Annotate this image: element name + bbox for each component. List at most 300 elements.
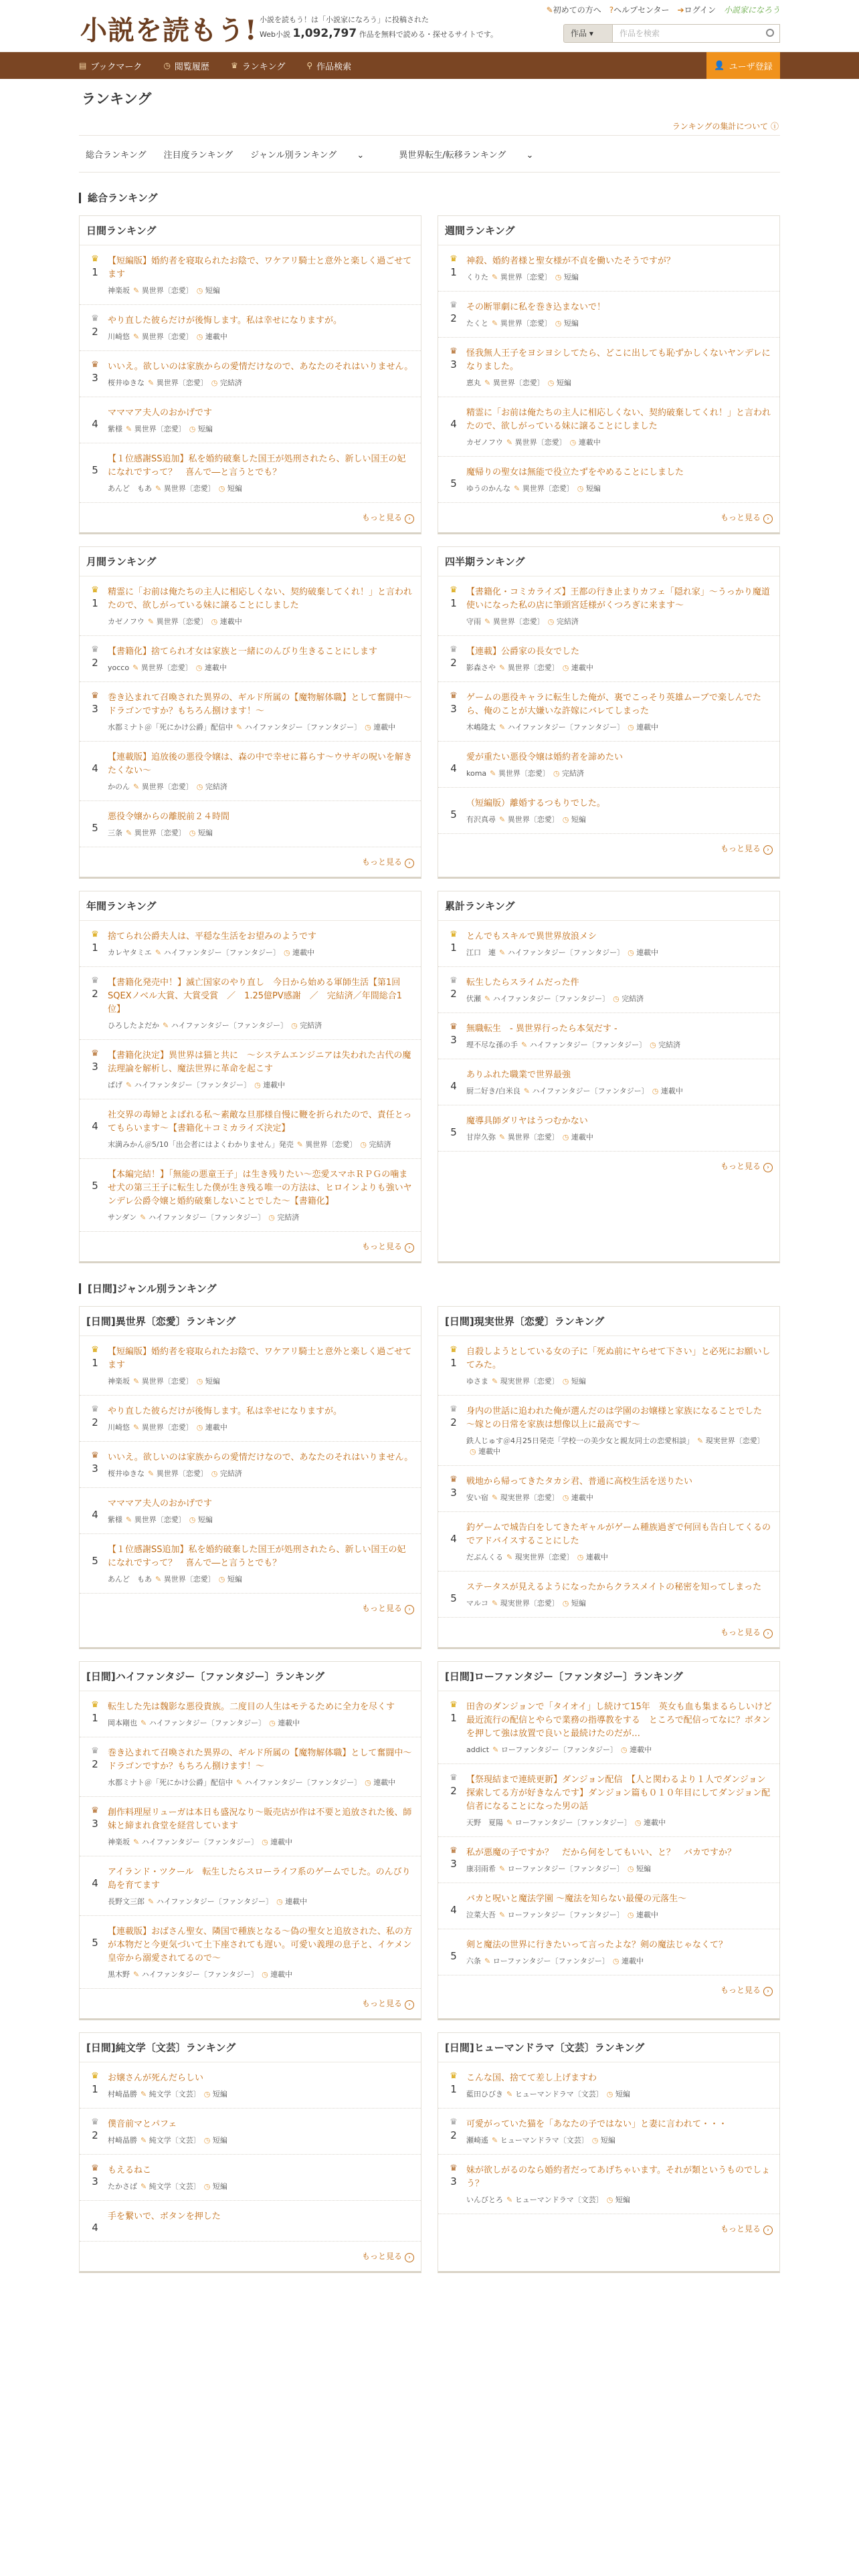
author-name[interactable]: 影森さや (466, 663, 496, 672)
novel-title-link[interactable]: 【１位感謝SS追加】私を婚約破棄した国王が処刑されたら、新しい国王の妃になれですって？ 喜んで―と言うとでも？ (108, 1545, 406, 1568)
more-link[interactable]: もっと見る › (80, 2242, 421, 2271)
author-name[interactable]: カゼノフウ (466, 438, 503, 447)
novel-title-link[interactable]: こんな国、捨てて差し上げますわ (466, 2073, 597, 2083)
nav-ranking[interactable]: ♛ ランキング (230, 61, 286, 72)
rank-number: 4 (92, 2222, 98, 2234)
status-label: 短編 (212, 2182, 227, 2191)
author-name[interactable]: 長野文三郎 (108, 1897, 145, 1906)
status-label: 短編 (205, 1377, 220, 1386)
status-label: 連載中 (636, 1911, 658, 1919)
rank-badge (445, 930, 462, 958)
login-link[interactable]: ➔ログイン (677, 5, 716, 15)
status-icon: ◷ (650, 1041, 656, 1049)
author-name[interactable]: 桜井ゆきな (108, 379, 145, 387)
novel-title-link[interactable]: 【連載版】おばさん聖女、隣国で種族となる～偽の聖女と追放された、私の方が本物だと今更気づいて土下座されても遅い。可愛い義理の息子と、イケメン皇帝から溺愛されてるので～ (108, 1927, 413, 1963)
status-icon: ◷ (627, 1864, 634, 1873)
login-icon: ➔ (677, 5, 684, 15)
rank-badge (445, 1115, 462, 1143)
author-name[interactable]: ひろしたよだか (108, 1021, 159, 1030)
author-name[interactable]: 水都ミナト＠「死にかけ公爵」配信中 (108, 1778, 233, 1787)
author-name[interactable]: 末満みかん＠5/10「出会者にはよくわかりません」発売 (108, 1140, 294, 1149)
novel-meta (466, 1493, 773, 1503)
novel-title-link[interactable]: 手を繋いで、ボタンを押した (108, 2212, 221, 2222)
novel-title-link[interactable]: 巻き込まれて召喚された異界の、ギルド所属の【魔物解体職】として奮闘中～ドラゴンですか？もちろん捌けます！～ (108, 1748, 412, 1772)
author-name[interactable]: 岡本剛也 (108, 1719, 137, 1727)
rank-number: 5 (450, 1592, 457, 1604)
work-count: 1,092,797 (292, 27, 357, 40)
rank-badge (86, 811, 104, 839)
status-label: 完結済 (205, 782, 227, 791)
rank-number: 3 (450, 1487, 457, 1499)
author-name[interactable]: 鉄人じゅす＠4月25日発売「学校一の美少女と親友同士の恋愛相談」 (466, 1436, 694, 1445)
author-name[interactable]: 厨二好き/白米良 (466, 1087, 520, 1095)
genre-label: 異世界〔恋愛〕 (141, 286, 193, 295)
more-link[interactable]: もっと見る › (80, 1232, 421, 1261)
author-name[interactable]: 神楽坂 (108, 1377, 130, 1386)
list-item (438, 967, 779, 1013)
crown-icon: ♛ (450, 1345, 458, 1355)
more-link[interactable]: もっと見る › (80, 1989, 421, 2018)
novel-title-link[interactable]: アイランド・ツクール 転生したらスローライフ系のゲームでした。のんびり島を育てます (108, 1867, 411, 1891)
crown-icon: ♛ (91, 1746, 99, 1756)
rank-number: 4 (450, 762, 457, 774)
status-icon: ◷ (196, 286, 203, 295)
status-icon: ◷ (547, 379, 555, 387)
status-icon: ◷ (634, 1818, 642, 1827)
genre-label: 異世界〔恋愛〕 (492, 617, 545, 626)
novel-title-link[interactable]: とんでもスキルで異世界放浪メシ (466, 932, 597, 942)
rank-number: 3 (450, 1858, 457, 1870)
status-label: 完結済 (219, 1469, 242, 1478)
novel-meta (108, 1376, 414, 1387)
site-logo[interactable]: 小説を読もう! (80, 15, 258, 46)
list-item (438, 1396, 779, 1466)
status-icon: ◷ (547, 617, 555, 626)
author-name[interactable]: 藍田ひびき (466, 2090, 503, 2099)
novel-meta (108, 2181, 414, 2192)
status-label: 連載中 (571, 1493, 593, 1502)
crown-icon: ♛ (91, 2117, 99, 2127)
search-input[interactable]: 作品を検索 (613, 24, 780, 43)
search-type-select[interactable]: 作品 ▾ (563, 24, 613, 43)
genre-icon: ✎ (155, 484, 162, 493)
novel-meta (466, 2089, 773, 2100)
bookmark-icon: ▤ (79, 61, 87, 70)
novel-title-link[interactable]: マママア夫人のおかげです (108, 408, 213, 418)
search-icon[interactable] (766, 29, 774, 37)
author-name[interactable]: 恵丸 (466, 379, 481, 387)
rank-number: 1 (92, 597, 98, 609)
genre-icon: ✎ (140, 2090, 147, 2099)
more-link[interactable]: もっと見る › (438, 1152, 779, 1181)
rank-number: 3 (92, 1818, 98, 1830)
author-name[interactable]: 川崎悠 (108, 1423, 130, 1432)
narou-logo[interactable]: 小説家になろう (723, 5, 780, 15)
novel-title-link[interactable]: ゲームの悪役キャラに転生した俺が、裏でこっそり英雄ムーブで楽しんでたら、俺のことが大嫌いな許嫁にバレてしまった (466, 693, 761, 716)
more-link[interactable]: もっと見る › (80, 1594, 421, 1623)
novel-title-link[interactable]: 魔帰りの聖女は無能で役立たずをやめることにしました (466, 467, 684, 477)
novel-title-link[interactable]: 転生した先は魏影な悪役貴族。二度目の人生はモテるために全力を尽くす (108, 1702, 395, 1712)
author-name[interactable]: addict (466, 1745, 490, 1754)
rank-number: 4 (450, 1904, 457, 1916)
novel-title-link[interactable]: 社交界の毒婦とよばれる私～素敵な旦那様自慢に鞭を折られたので、責任とってもらいます～【書籍化＋コミカライズ決定】 (108, 1110, 412, 1134)
novel-title-link[interactable]: 【本編完結！】「無能の悪童王子」は生き残りたい～恋愛スマホＲＰＧの噛ませ犬の第三王子に転生した僕が生き残る唯一の方法は、ヒロインよりも強いヤンデレ公爵令嬢と婚約破棄しないことでした～【書籍化】 (108, 1170, 412, 1206)
novel-title-link[interactable]: 捨てられ公爵夫人は、平穏な生活をお望みのようです (108, 932, 317, 942)
author-name[interactable]: マルコ (466, 1599, 488, 1608)
ranking-card (79, 1306, 421, 1649)
chevron-right-icon: › (405, 1243, 414, 1253)
novel-meta (108, 782, 414, 792)
status-label: 連載中 (478, 1447, 501, 1456)
status-label: 連載中 (205, 332, 227, 341)
author-name[interactable]: 有沢真尋 (466, 815, 496, 824)
author-name[interactable]: 神楽坂 (108, 286, 130, 295)
genre-icon: ✎ (155, 1575, 162, 1584)
more-link[interactable]: もっと見る › (438, 1975, 779, 2005)
author-name[interactable]: 康羽雨希 (466, 1864, 496, 1873)
author-name[interactable]: 安い宿 (466, 1493, 488, 1502)
genre-label: 異世界〔恋愛〕 (141, 1423, 193, 1432)
author-name[interactable]: だぶんくる (466, 1553, 503, 1562)
list-item (80, 682, 421, 742)
genre-icon: ✎ (492, 2136, 498, 2145)
ranking-card (79, 215, 421, 534)
crown-icon: ♛ (450, 976, 458, 986)
novel-title-link[interactable]: お嬢さんが死んだらしい (108, 2073, 204, 2083)
rank-number: 3 (450, 358, 457, 370)
genre-label: 純文学〔文芸〕 (149, 2090, 201, 2099)
genre-label: ハイファンタジー〔ファンタジー〕 (148, 1213, 266, 1222)
novel-title-link[interactable]: いいえ。欲しいのは家族からの愛情だけなので、あなたのそれはいりません。 (108, 362, 413, 372)
genre-icon: ✎ (499, 1911, 506, 1919)
ranking-row (79, 1661, 780, 2020)
author-name[interactable]: 甘岸久弥 (466, 1133, 496, 1142)
status-label: 連載中 (292, 948, 315, 957)
rank-number: 5 (92, 1180, 98, 1192)
novel-meta (466, 768, 773, 779)
novel-title-link[interactable]: 妹が欲しがるのなら婚約者だってあげちゃいます。それが類というものでしょう？ (466, 2165, 770, 2189)
status-icon: ◷ (211, 617, 218, 626)
novel-meta (108, 1212, 414, 1223)
novel-title-link[interactable]: やり直した彼らだけが後悔します。私は幸せになりますが。 (108, 316, 342, 326)
author-name[interactable]: 神楽坂 (108, 1838, 130, 1846)
aggregation-link[interactable]: ランキングの集計について ⓘ (672, 122, 779, 131)
novel-title-link[interactable]: 【連載版】追放後の悪役令嬢は、森の中で幸せに暮らす～ウサギの呪いを解きたくない～ (108, 752, 413, 776)
novel-title-link[interactable]: 精霊に「お前は俺たちの主人に相応しくない、契約破棄してくれ！」と言われたので、欲しがっている妹に譲ることにしました (466, 408, 771, 431)
author-name[interactable]: かのん (108, 782, 130, 791)
rank-number: 2 (92, 657, 98, 669)
novel-title-link[interactable]: 【短編版】婚約者を寝取られたお陰で、ワケアリ騎士と意外と楽しく過ごせてます (108, 1347, 412, 1370)
author-name[interactable]: ぱげ (108, 1081, 122, 1089)
author-name[interactable]: 紫様 (108, 425, 122, 433)
novel-title-link[interactable]: 戦地から帰ってきたタカシ君、普通に高校生活を送りたい (466, 1477, 693, 1487)
list-item (80, 305, 421, 351)
tab-overall[interactable]: 総合ランキング (86, 150, 147, 160)
novel-title-link[interactable]: 【１位感謝SS追加】私を婚約破棄した国王が処刑されたら、新しい国王の妃になれですって？ 喜んで―と言うとでも？ (108, 454, 406, 477)
rank-badge (445, 1846, 462, 1874)
rank-number: 1 (450, 1357, 457, 1369)
rank-number: 5 (450, 477, 457, 490)
author-name[interactable]: 伏瀬 (466, 994, 481, 1003)
genre-label: 異世界〔恋愛〕 (134, 829, 186, 837)
tab-genre[interactable]: ジャンル別ランキング ⌄ (250, 150, 365, 160)
rank-badge (86, 586, 104, 627)
list-item (80, 801, 421, 847)
ranking-card-title: 累計ランキング (438, 891, 779, 921)
author-name[interactable]: 村崎晶勝 (108, 2136, 137, 2145)
novel-title-link[interactable]: 【書籍化発売中！】滅亡国家のやり直し 今日から始める軍師生活【第1回SQEXノベル大賞、大賞受賞 ／ 1.25億PV感謝 ／ 完結済／年間総合1位】 (108, 978, 403, 1014)
novel-title-link[interactable]: 転生したらスライムだった件 (466, 978, 579, 988)
status-icon: ◷ (470, 1447, 476, 1456)
ranking-card (79, 2032, 421, 2273)
nav-search[interactable]: ⚲ 作品検索 (306, 61, 352, 72)
genre-icon: ✎ (133, 1838, 140, 1846)
novel-title-link[interactable]: その断罪劇に私を巻き込まないで！ (466, 302, 606, 312)
author-name[interactable]: 江口 連 (466, 948, 496, 957)
author-name[interactable]: たくと (466, 319, 488, 328)
nav-bookmark[interactable]: ▤ ブックマーク (79, 61, 142, 72)
author-name[interactable]: koma (466, 769, 487, 778)
author-name[interactable]: ゆうのかんな (466, 484, 510, 493)
genre-icon: ✎ (506, 1553, 513, 1562)
rank-badge (445, 691, 462, 733)
tab-isekai[interactable]: 異世界転生/転移ランキング ⌄ (399, 150, 534, 160)
rank-number: 1 (92, 2083, 98, 2095)
status-icon: ◷ (276, 1897, 283, 1906)
novel-title-link[interactable]: 【連載】公爵家の長女でした (466, 647, 580, 657)
novel-title-link[interactable]: 悪役令嬢からの離脱前２４時間 (108, 812, 230, 822)
rank-badge (86, 1866, 104, 1907)
ranking-tabs (79, 135, 780, 173)
genre-label: 異世界〔恋愛〕 (141, 1377, 193, 1386)
rank-badge (86, 255, 104, 296)
rank-badge (86, 2118, 104, 2146)
rank-badge (86, 751, 104, 792)
novel-title-link[interactable]: 魔導具師ダリヤはうつむかない (466, 1116, 588, 1126)
tab-attention[interactable]: 注目度ランキング (163, 150, 233, 160)
author-name[interactable]: 泣菜大吾 (466, 1911, 496, 1919)
ranking-card-title: 日間ランキング (80, 216, 421, 245)
author-name[interactable]: いんびとろ (466, 2195, 503, 2204)
help-link[interactable]: ?ヘルプセンター (609, 5, 670, 15)
genre-icon: ✎ (492, 1377, 498, 1386)
author-name[interactable]: くりた (466, 273, 488, 282)
genre-label: 異世界〔恋愛〕 (141, 332, 193, 341)
novel-title-link[interactable]: （短編版）離婚するつもりでした。 (466, 798, 605, 809)
author-name[interactable]: 川崎悠 (108, 332, 130, 341)
novel-title-link[interactable]: 神殺、婚約者様と聖女様が不貞を働いたそうですが？ (466, 256, 676, 266)
author-name[interactable]: 紫様 (108, 1515, 122, 1524)
ranking-card (438, 891, 780, 1263)
author-name[interactable]: 黒木野 (108, 1970, 130, 1979)
list-item (80, 1737, 421, 1797)
more-link[interactable]: もっと見る › (438, 834, 779, 863)
author-name[interactable]: 瀬崎遙 (466, 2136, 488, 2145)
ranking-card-title: [日間]異世界〔恋愛〕ランキング (80, 1307, 421, 1336)
novel-title-link[interactable]: 【祭現結まで連続更新】ダンジョン配信 【人と関わるより１人でダンジョン探索してる方が好きなんです】ダンジョン篇も０１０年目にしてダンジョン配信者になることになった男の話 (466, 1775, 771, 1812)
genre-label: ハイファンタジー〔ファンタジー〕 (141, 1970, 259, 1979)
genre-icon: ✎ (490, 769, 496, 778)
novel-title-link[interactable]: ありふれた職業で世界最強 (466, 1070, 571, 1080)
novel-title-link[interactable]: 身内の世話に追われた俺が選んだのは学園のお嬢様と家族になることでした ～嫁との日常を家族は想像以上に最高です～ (466, 1406, 763, 1430)
chevron-right-icon: › (405, 1605, 414, 1614)
status-label: 完結済 (622, 994, 644, 1003)
ranking-card-title: 週間ランキング (438, 216, 779, 245)
crown-icon: ♛ (450, 1846, 458, 1856)
novel-title-link[interactable]: 可愛がっていた猫を「あなたの子ではない」と妻に言われて・・・ (466, 2119, 728, 2129)
novel-title-link[interactable]: 【書籍化・コミカライズ】王都の行き止まりカフェ「隠れ家」～うっかり魔道使いになった私の店に筆頭宮廷様がくつろぎに来ます～ (466, 587, 770, 611)
novel-title-link[interactable]: 無職転生 - 異世界行ったら本気だす - (466, 1024, 617, 1034)
novel-meta (108, 1469, 414, 1479)
rank-badge (86, 1925, 104, 1980)
more-link[interactable]: もっと見る › (80, 503, 421, 532)
beginner-link[interactable]: ✎初めての方へ (546, 5, 601, 15)
ranking-card (79, 891, 421, 1263)
author-name[interactable]: サンダン (108, 1213, 137, 1222)
rank-badge (86, 1346, 104, 1387)
ranking-card (438, 215, 780, 534)
page-title: ランキング (82, 91, 152, 107)
more-link[interactable]: もっと見る › (438, 1618, 779, 1647)
novel-title-link[interactable]: 【書籍化】捨てられ才女は家族と一緒にのんびり生きることにします (108, 647, 378, 657)
more-link[interactable]: もっと見る › (438, 503, 779, 532)
genre-icon: ✎ (697, 1436, 704, 1445)
novel-title-link[interactable]: 釣ゲームで城告白をしてきたギャルがゲーム種族過ぎで何回も告白してくるのでアドバイスすることにした (466, 1523, 771, 1546)
crown-icon: ♛ (91, 1806, 99, 1816)
crown-icon: ♛ (91, 2163, 99, 2173)
status-icon: ◷ (254, 1081, 261, 1089)
genre-icon: ✎ (506, 1818, 513, 1827)
status-label: 連載中 (373, 723, 396, 732)
status-icon: ◷ (196, 332, 203, 341)
status-icon: ◷ (269, 1719, 276, 1727)
novel-title-link[interactable]: バカと呪いと魔法学園 ～魔法を知らない最優の元落生～ (466, 1894, 687, 1904)
status-label: 完結済 (219, 379, 242, 387)
novel-meta (466, 1436, 773, 1457)
ranking-card-title: [日間]ローファンタジー〔ファンタジー〕ランキング (438, 1662, 779, 1691)
author-name[interactable]: カゼノフウ (108, 617, 145, 626)
status-label: 短編 (571, 815, 586, 824)
more-link[interactable]: もっと見る › (438, 2214, 779, 2244)
novel-title-link[interactable]: 怪我無人王子をヨシヨシしてたら、どこに出しても恥ずかしくないヤンデレになりました。 (466, 348, 771, 372)
list-item (80, 1797, 421, 1856)
author-name[interactable]: 桜井ゆきな (108, 1469, 145, 1478)
genre-label: ハイファンタジー〔ファンタジー〕 (134, 1081, 252, 1089)
more-link[interactable]: もっと見る › (80, 847, 421, 877)
genre-icon: ✎ (484, 1957, 491, 1965)
rank-number: 1 (92, 942, 98, 954)
author-name[interactable]: 六条 (466, 1957, 481, 1965)
status-icon: ◷ (203, 2090, 211, 2099)
novel-title-link[interactable]: もえるねこ (108, 2165, 152, 2175)
rank-badge (86, 314, 104, 342)
rank-number: 1 (450, 266, 457, 278)
ranking-card-title: [日間]純文学〔文芸〕ランキング (80, 2033, 421, 2062)
novel-title-link[interactable]: 【短編版】婚約者を寝取られたお陰で、ワケアリ騎士と意外と楽しく過ごせてます (108, 256, 412, 280)
novel-title-link[interactable]: 【書籍化決定】異世界は猫と共に ～システムエンジニアは失われた古代の魔法理論を解析し、魔法世界に革命を起こす (108, 1051, 411, 1074)
user-register-button[interactable]: 👤 ユーザ登録 (706, 52, 780, 79)
crown-icon: ♛ (91, 645, 99, 655)
author-name[interactable]: 天野 夏陽 (466, 1818, 503, 1827)
ranking-card (79, 546, 421, 879)
novel-title-link[interactable]: 剣と魔法の世界に行きたいって言ったよな？剣の魔法じゃなくて？ (466, 1940, 728, 1950)
list-item (438, 1336, 779, 1396)
status-icon: ◷ (283, 948, 290, 957)
author-name[interactable]: あんど もあ (108, 484, 152, 493)
chevron-right-icon: › (763, 845, 773, 855)
ranking-card-title: 四半期ランキング (438, 547, 779, 576)
novel-title-link[interactable]: マママア夫人のおかげです (108, 1499, 213, 1509)
novel-title-link[interactable]: 精霊に「お前は俺たちの主人に相応しくない、契約破棄してくれ！」と言われたので、欲しがっている妹に譲ることにしました (108, 587, 413, 611)
genre-label: 現実世界〔恋愛〕 (500, 1377, 559, 1386)
novel-title-link[interactable]: やり直した彼らだけが後悔します。私は幸せになりますが。 (108, 1406, 342, 1416)
global-nav (0, 52, 859, 79)
novel-meta (108, 286, 414, 296)
genre-icon: ✎ (133, 1423, 140, 1432)
genre-icon: ✎ (499, 948, 506, 957)
genre-label: ハイファンタジー〔ファンタジー〕 (171, 1021, 288, 1030)
status-label: 連載中 (636, 723, 659, 732)
genre-label: ローファンタジー〔ファンタジー〕 (507, 1864, 624, 1873)
author-name[interactable]: 三条 (108, 829, 122, 837)
novel-title-link[interactable]: 私が悪魔の子ですか？ だから何をしてもいい、と？ バカですか？ (466, 1848, 737, 1858)
author-name[interactable]: 水都ミナト＠「死にかけ公爵」配信中 (108, 723, 233, 732)
ranking-row (79, 1306, 780, 1649)
genre-icon: ✎ (155, 948, 162, 957)
novel-title-link[interactable]: ステータスが見えるようになったからクラスメイトの秘密を知ってしまった (466, 1582, 762, 1592)
author-name[interactable]: たかさば (108, 2182, 137, 2191)
novel-title-link[interactable]: いいえ。欲しいのは家族からの愛情だけなので、あなたのそれはいりません。 (108, 1453, 413, 1463)
main-content (0, 79, 859, 2576)
novel-title-link[interactable]: 創作料理屋リューガは本日も盛況なり～販売店が作は不要と追放された後、師妹と締まれ食堂を経営しています (108, 1808, 412, 1831)
author-name[interactable]: 理不尽な孫の手 (466, 1041, 518, 1049)
status-label: 連載中 (205, 1423, 227, 1432)
crown-icon: ♛ (91, 360, 99, 370)
rank-number: 2 (450, 657, 457, 669)
author-name[interactable]: 木嶋隆太 (466, 723, 496, 732)
status-label: 完結済 (658, 1041, 681, 1049)
rank-badge (445, 2072, 462, 2100)
crown-icon: ♛ (450, 346, 458, 356)
list-item (80, 742, 421, 801)
author-name[interactable]: カレヤタミエ (108, 948, 152, 957)
author-name[interactable]: あんど もあ (108, 1575, 152, 1584)
author-name[interactable]: yocco (108, 663, 130, 672)
author-name[interactable]: ゆさま (466, 1377, 488, 1386)
genre-label: 現実世界〔恋愛〕 (500, 1493, 559, 1502)
nav-history[interactable]: ◷ 閲覧履歴 (163, 61, 209, 72)
novel-meta (108, 1021, 414, 1031)
rank-badge (86, 1701, 104, 1729)
rank-badge (86, 930, 104, 958)
novel-title-link[interactable]: 田舎のダンジョンで「タイオイ」し続けて15年 英女も血も集まるらしいけど最近流行の配信とやらで業務の指導教をする ところで配信ってなに？ボタンを押して強は放置で良いと最続けたのだが… (466, 1702, 772, 1739)
novel-title-link[interactable]: 巻き込まれて召喚された異界の、ギルド所属の【魔物解体職】として奮闘中～ドラゴンですか？もちろん捌けます！～ (108, 693, 412, 716)
genre-label: 異世界〔恋愛〕 (134, 1515, 186, 1524)
list-item (80, 2109, 421, 2155)
status-label: 完結済 (369, 1140, 391, 1149)
novel-title-link[interactable]: 自殺しようとしている女の子に「死ぬ前にヤらせて下さい」と必死にお願いしてみた。 (466, 1347, 771, 1370)
novel-title-link[interactable]: 愛が重たい悪役令嬢は婚約者を諦めたい (466, 752, 624, 762)
status-icon: ◷ (555, 319, 562, 328)
novel-title-link[interactable]: 僕音前マとパフェ (108, 2119, 177, 2129)
rank-number: 2 (450, 1785, 457, 1797)
novel-meta (108, 617, 414, 627)
rank-badge (445, 1405, 462, 1457)
status-label: 連載中 (571, 663, 593, 672)
author-name[interactable]: 村崎晶勝 (108, 2090, 137, 2099)
rank-badge (86, 1497, 104, 1525)
author-name[interactable]: 守雨 (466, 617, 481, 626)
